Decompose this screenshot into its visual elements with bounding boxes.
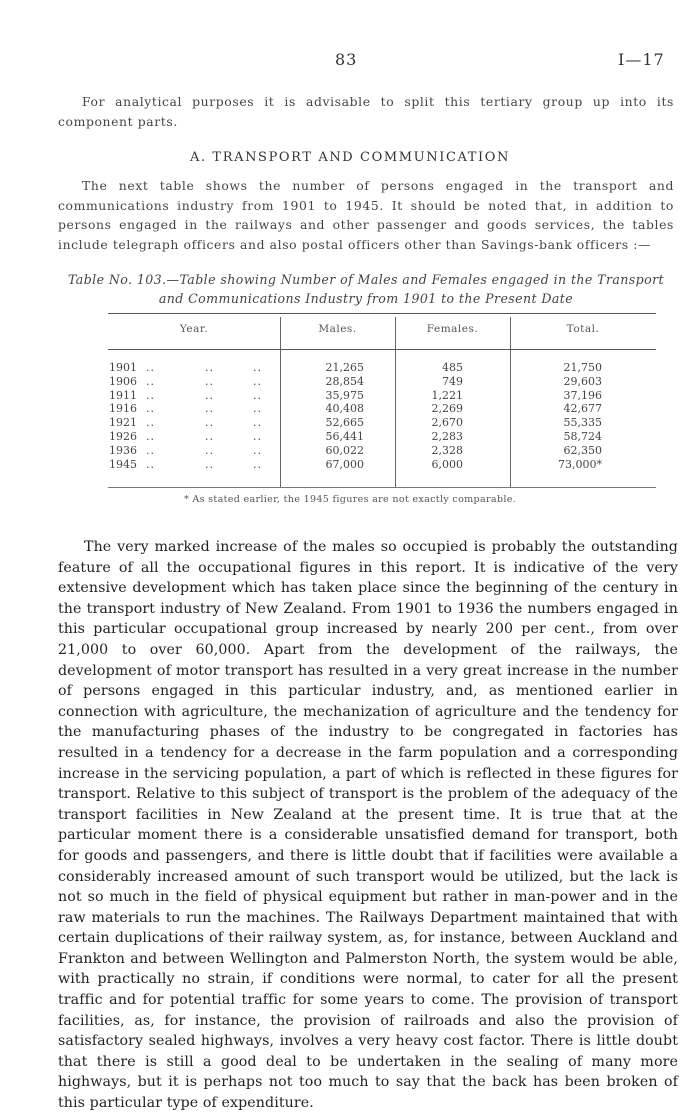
- cell-males: 67,000: [325, 457, 364, 471]
- cell-females: 485: [442, 361, 463, 374]
- cell-total: 55,335: [563, 416, 602, 430]
- section-heading: A. TRANSPORT AND COMMUNICATION: [189, 150, 511, 165]
- table-row: 1936 .. .. .. 60,022 2,328 62,350: [109, 443, 602, 457]
- document-reference: I—17: [618, 50, 665, 69]
- cell-males: 56,441: [325, 429, 364, 443]
- column-header-total: Total.: [566, 323, 600, 335]
- cell-total: 73,000*: [558, 457, 602, 471]
- cell-year: 1906: [109, 374, 137, 388]
- table-bottom-rule: [108, 487, 656, 488]
- cell-year: 1901: [109, 361, 137, 374]
- intro-paragraph: For analytical purposes it is advisable to split this tertiary group up into its component parts.: [58, 94, 674, 129]
- cell-females: 2,269: [431, 402, 463, 416]
- section-intro-paragraph: The next table shows the number of persons engaged in the transport and communications industry from 1901 to 1945. It should be noted that, in addition to persons engaged in the railways and other passenger and goods services, the tables include telegraph officers and also postal officers other than Savings-bank officers :—: [58, 178, 674, 252]
- table-top-rule: [108, 313, 656, 314]
- cell-total: 58,724: [563, 429, 602, 443]
- table-row: 1911 .. .. .. 35,975 1,221 37,196: [109, 388, 602, 402]
- cell-year: 1936: [109, 443, 137, 457]
- cell-total: 42,677: [563, 402, 602, 416]
- cell-year: 1926: [109, 429, 137, 443]
- cell-total: 37,196: [563, 388, 602, 402]
- cell-females: 6,000: [431, 457, 463, 471]
- cell-females: 2,283: [431, 429, 463, 443]
- column-header-males: Males.: [318, 323, 357, 335]
- table-row: 1926 .. .. .. 56,441 2,283 58,724: [109, 429, 602, 443]
- table-row: 1945 .. .. .. 67,000 6,000 73,000*: [109, 457, 602, 471]
- cell-males: 35,975: [325, 388, 364, 402]
- table-row: 1916 .. .. .. 40,408 2,269 42,677: [109, 402, 602, 416]
- cell-females: 749: [442, 374, 463, 388]
- table-caption: Table No. 103.—Table showing Number of Males and Females engaged in the Transport and Communications Industry from 1901 to the Present Date: [67, 272, 664, 306]
- cell-males: 21,265: [325, 361, 364, 374]
- cell-females: 1,221: [431, 388, 463, 402]
- table-row: 1901 .. .. .. 21,265 485 21,750: [109, 361, 602, 374]
- cell-year: 1911: [109, 388, 137, 402]
- cell-year: 1921: [109, 416, 137, 430]
- column-header-females: Females.: [426, 323, 479, 335]
- cell-males: 40,408: [325, 402, 364, 416]
- cell-males: 52,665: [325, 416, 364, 430]
- table-row: 1921 .. .. .. 52,665 2,670 55,335: [109, 416, 602, 430]
- table-footnote: * As stated earlier, the 1945 figures are not exactly comparable.: [183, 494, 517, 505]
- cell-females: 2,328: [431, 443, 463, 457]
- page-number: 83: [335, 50, 358, 69]
- cell-females: 2,670: [431, 416, 463, 430]
- table-header-rule: [108, 349, 656, 350]
- column-header-year: Year.: [179, 323, 209, 335]
- cell-year: 1945: [109, 457, 137, 471]
- cell-total: 21,750: [563, 361, 602, 374]
- cell-total: 29,603: [563, 374, 602, 388]
- table-body: [0, 361, 700, 471]
- cell-year: 1916: [109, 402, 137, 416]
- cell-males: 60,022: [325, 443, 364, 457]
- cell-total: 62,350: [563, 443, 602, 457]
- cell-males: 28,854: [325, 374, 364, 388]
- table-row: 1906 .. .. .. 28,854 749 29,603: [109, 374, 602, 388]
- discussion-paragraph: The very marked increase of the males so occupied is probably the outstanding feature of all the occupational figures in this report. It is indicative of the very extensive development which has taken place since the beginning of the century in the transport industry of New Zealand. From 1901 to 1936 the numbers engaged in this particular occupational group increased by nearly 200 per cent., from over 21,000 to over 60,000. Apart from the development of the railways, the development of motor transport has resulted in a very great increase in the number of persons engaged in this particular industry, and, as mentioned earlier in connection with agriculture, the mechanization of agriculture and the tendency for the manufacturing phases of the industry to be congregated in factories has resulted in a tendency for a decrease in the farm population and a corresponding increase in the servicing population, a part of which is reflected in these figures for transport. Relative to this subject of transport is the problem of the adequacy of the transport facilities in New Zealand at the present time. It is true that at the particular moment there is a considerable unsatisfied demand for transport, both for goods and passengers, and there is little doubt that if facilities were available a considerably increased amount of such transport would be utilized, but the lack is not so much in the field of physical equipment but rather in man-power and in the raw materials to run the machines. The Railways Department maintained that with certain duplications of their railway system, as, for instance, between Auckland and Frankton and between Wellington and Palmerston North, the system would be able, with practically no strain, if conditions were normal, to cater for all the present traffic and for potential traffic for some years to come. The provision of transport facilities, as, for instance, the provision of railroads and also the provision of satisfactory sealed highways, involves a very heavy cost factor. There is little doubt that there is still a good deal to be undertaken in the sealing of many more highways, but it is perhaps not too much to say that the back has been broken of this particular type of expenditure.: [58, 539, 678, 1112]
